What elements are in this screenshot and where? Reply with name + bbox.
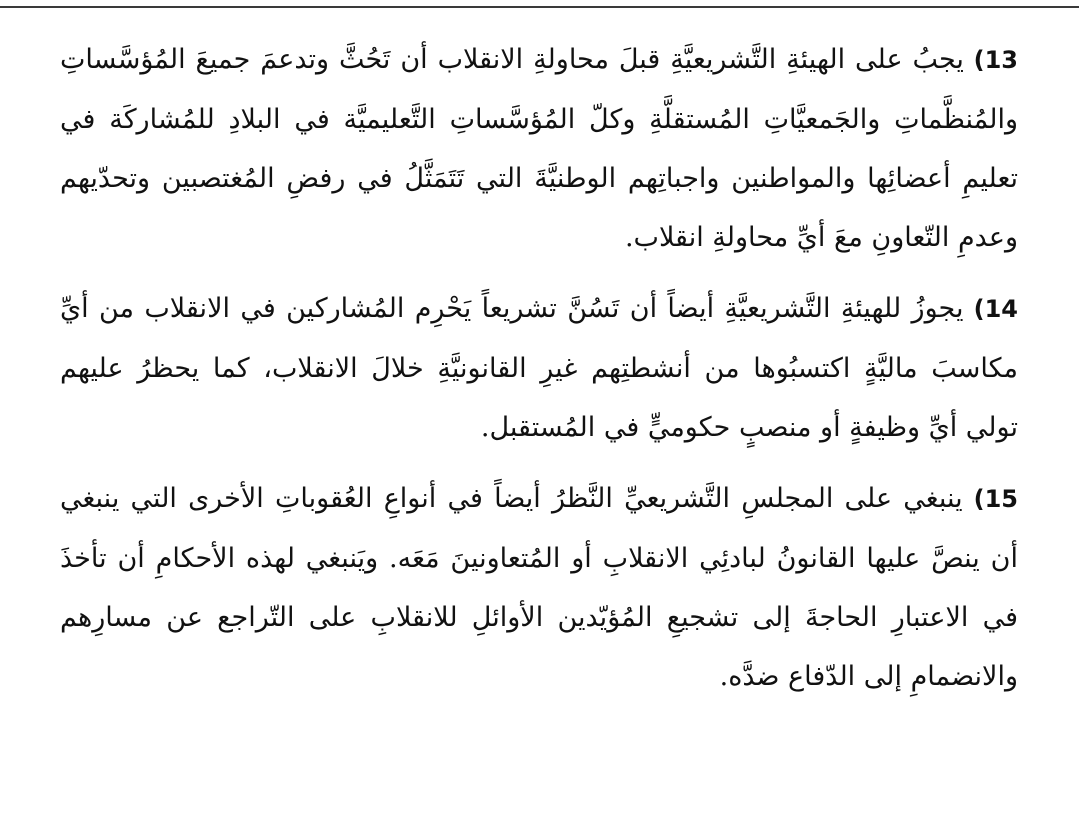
paragraph-number-paren: ) xyxy=(963,295,985,323)
paragraph-number-paren: ) xyxy=(963,46,985,74)
top-divider xyxy=(0,6,1079,8)
document-page xyxy=(60,30,1018,718)
paragraph-number: 14 xyxy=(984,295,1018,323)
paragraph-number: 15 xyxy=(984,485,1018,513)
paragraph-15 xyxy=(60,469,1018,706)
paragraph-number: 13 xyxy=(984,46,1018,74)
paragraph-13 xyxy=(60,30,1018,267)
paragraph-number-paren: ) xyxy=(962,485,985,513)
paragraph-text: ينبغي على المجلسِ التَّشريعيِّ النَّظرُ أيضاً في أنواعِ العُقوباتِ الأخرى التي ينبغي أن ينصَّ عليها القانونُ لبادئِي الانقلابِ أو المُتعاونينَ مَعَه. ويَنبغي لهذه الأحكامِ أن تأخذَ في الاعتبارِ الحاجةَ إلى تشجيعِ المُؤيّدين الأوائلِ للانقلابِ على التّراجع عن مسارِهم والانضمامِ إلى الدّفاع ضدَّه. xyxy=(60,483,1018,692)
paragraph-text: يجبُ على الهيئةِ التَّشريعيَّةِ قبلَ محاولةِ الانقلاب أن تَحُثَّ وتدعمَ جميعَ المُؤسَّساتِ والمُنظَّماتِ والجَمعيَّاتِ المُستقلَّةِ وكلّ المُؤسَّساتِ التَّعليميَّة في البلادِ للمُشاركَة في تعليمِ أعضائِها والمواطنين واجباتِهم الوطنيَّةَ التي تَتَمَثَّلُ في رفضِ المُغتصبين وتحدّيهم وعدمِ التّعاونِ معَ أيِّ محاولةِ انقلاب. xyxy=(60,44,1018,253)
paragraph-text: يجوزُ للهيئةِ التَّشريعيَّةِ أيضاً أن تَسُنَّ تشريعاً يَحْرِم المُشاركين في الانقلاب من أيِّ مكاسبَ ماليَّةٍ اكتسبُوها من أنشطتِهم غيرِ القانونيَّةِ خلالَ الانقلاب، كما يحظرُ عليهم تولي أيِّ وظيفةٍ أو منصبٍ حكوميٍّ في المُستقبل. xyxy=(60,293,1018,443)
paragraph-14 xyxy=(60,279,1018,457)
